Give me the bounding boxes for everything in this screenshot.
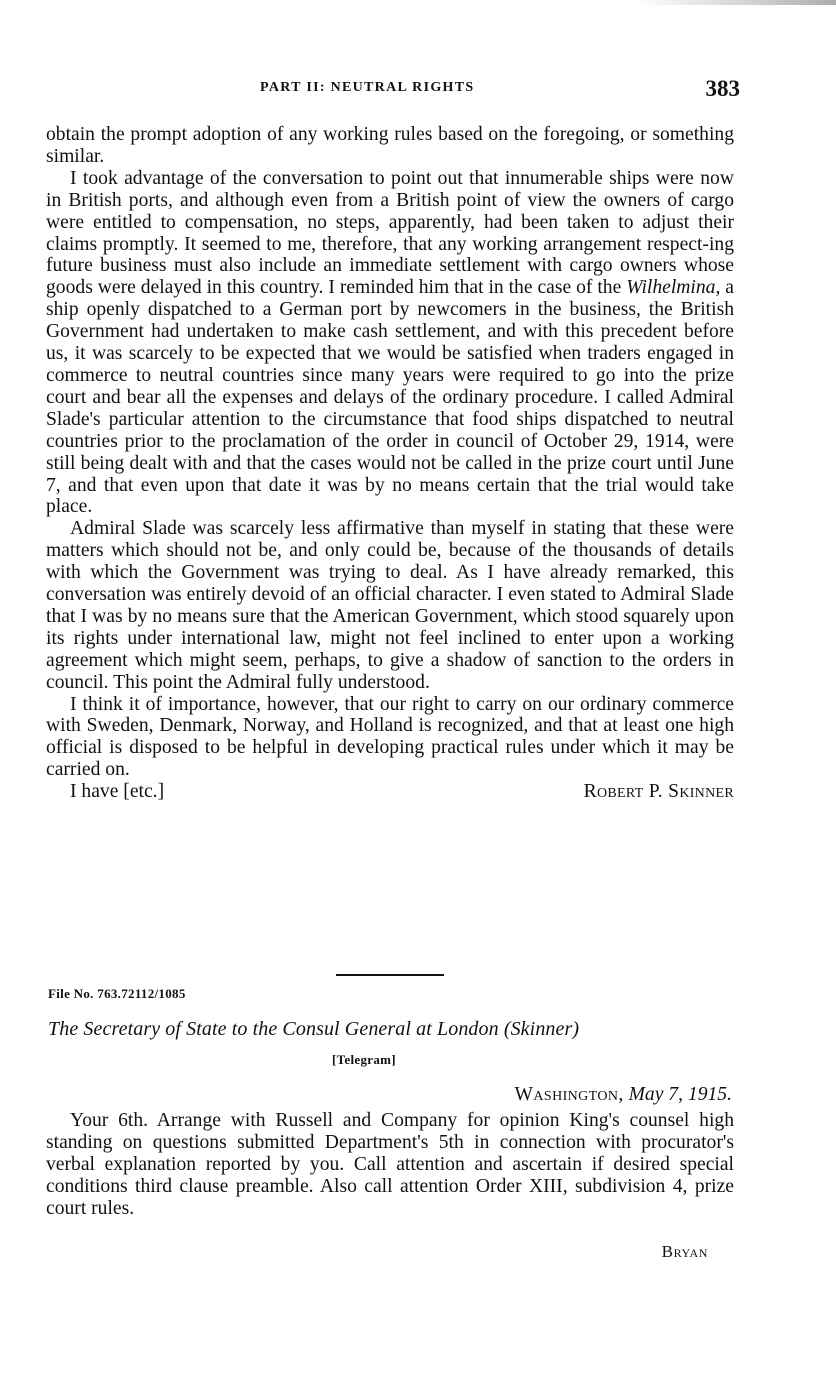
- letter-paragraph: obtain the prompt adoption of any working rules based on the foregoing, or something similar.: [46, 124, 734, 167]
- dateline-date: May 7, 1915.: [628, 1084, 732, 1105]
- telegram-body: [46, 1110, 734, 1220]
- dateline-place: Washington,: [514, 1084, 624, 1105]
- place-date-line: [514, 1084, 732, 1106]
- letter-closing: I have [etc.]: [70, 781, 165, 803]
- scan-edge-mark: [636, 0, 836, 5]
- letter-signature-row: [46, 781, 734, 807]
- telegram-label: [Telegram]: [332, 1052, 396, 1067]
- telegram-signature: Bryan: [661, 1242, 708, 1261]
- document-heading: The Secretary of State to the Consul General at London (Skinner): [48, 1018, 580, 1040]
- letter-body: [46, 124, 734, 807]
- file-number: File No. 763.72112/1085: [48, 986, 186, 1001]
- letter-paragraphs: [46, 124, 734, 781]
- page-number: 383: [705, 76, 740, 101]
- telegram-paragraph: Your 6th. Arrange with Russell and Company for opinion King's counsel high standing on questions submitted Department's 5th in connection with procurator's verbal explanation reported by you. Call attention and ascertain if desired special conditions third clause preamble. Also call attention Order XIII, subdivision 4, prize court rules.: [46, 1110, 734, 1219]
- running-header: [0, 76, 836, 104]
- letter-paragraph: I took advantage of the conversation to point out that innumerable ships were now in British ports, and although even from a British point of view the owners of cargo were entitled to compensation, no steps, apparently, had been taken to adjust their claims promptly. It seemed to me, therefore, that any working arrangement respect-ing future business must also include an immediate settlement with cargo owners whose goods were delayed in this country. I reminded him that in the case of the Wilhelmina, a ship openly dispatched to a German port by newcomers in the business, the British Government had undertaken to make cash settlement, and with this precedent before us, it was scarcely to be expected that we would be satisfied when traders engaged in commerce to neutral countries since many years were required to go into the prize court and bear all the expenses and delays of the ordinary procedure. I called Admiral Slade's particular attention to the circumstance that food ships dispatched to neutral countries prior to the proclamation of the order in council of October 29, 1914, were still being dealt with and that the cases would not be called in the prize court until June 7, and that even upon that date it was by no means certain that the trial would take place.: [46, 167, 735, 518]
- ship-name: Wilhelmina: [626, 277, 716, 299]
- letter-signature: Robert P. Skinner: [583, 781, 734, 803]
- section-divider: [336, 974, 444, 976]
- running-title: PART II: NEUTRAL RIGHTS: [260, 80, 475, 95]
- letter-paragraph: Admiral Slade was scarcely less affirmative than myself in stating that these were matters which should not be, and only could be, because of the thousands of details with which the Government was trying to deal. As I have already remarked, this conversation was entirely devoid of an official character. I even stated to Admiral Slade that I was by no means sure that the American Government, which stood squarely upon its rights under international law, might not feel inclined to enter upon a working agreement which might seem, perhaps, to give a shadow of sanction to the orders in council. This point the Admiral fully understood.: [46, 518, 734, 693]
- letter-paragraph: I think it of importance, however, that our right to carry on our ordinary commerce with Sweden, Denmark, Norway, and Holland is recognized, and that at least one high official is disposed to be helpful in developing practical rules under which it may be carried on.: [46, 693, 734, 781]
